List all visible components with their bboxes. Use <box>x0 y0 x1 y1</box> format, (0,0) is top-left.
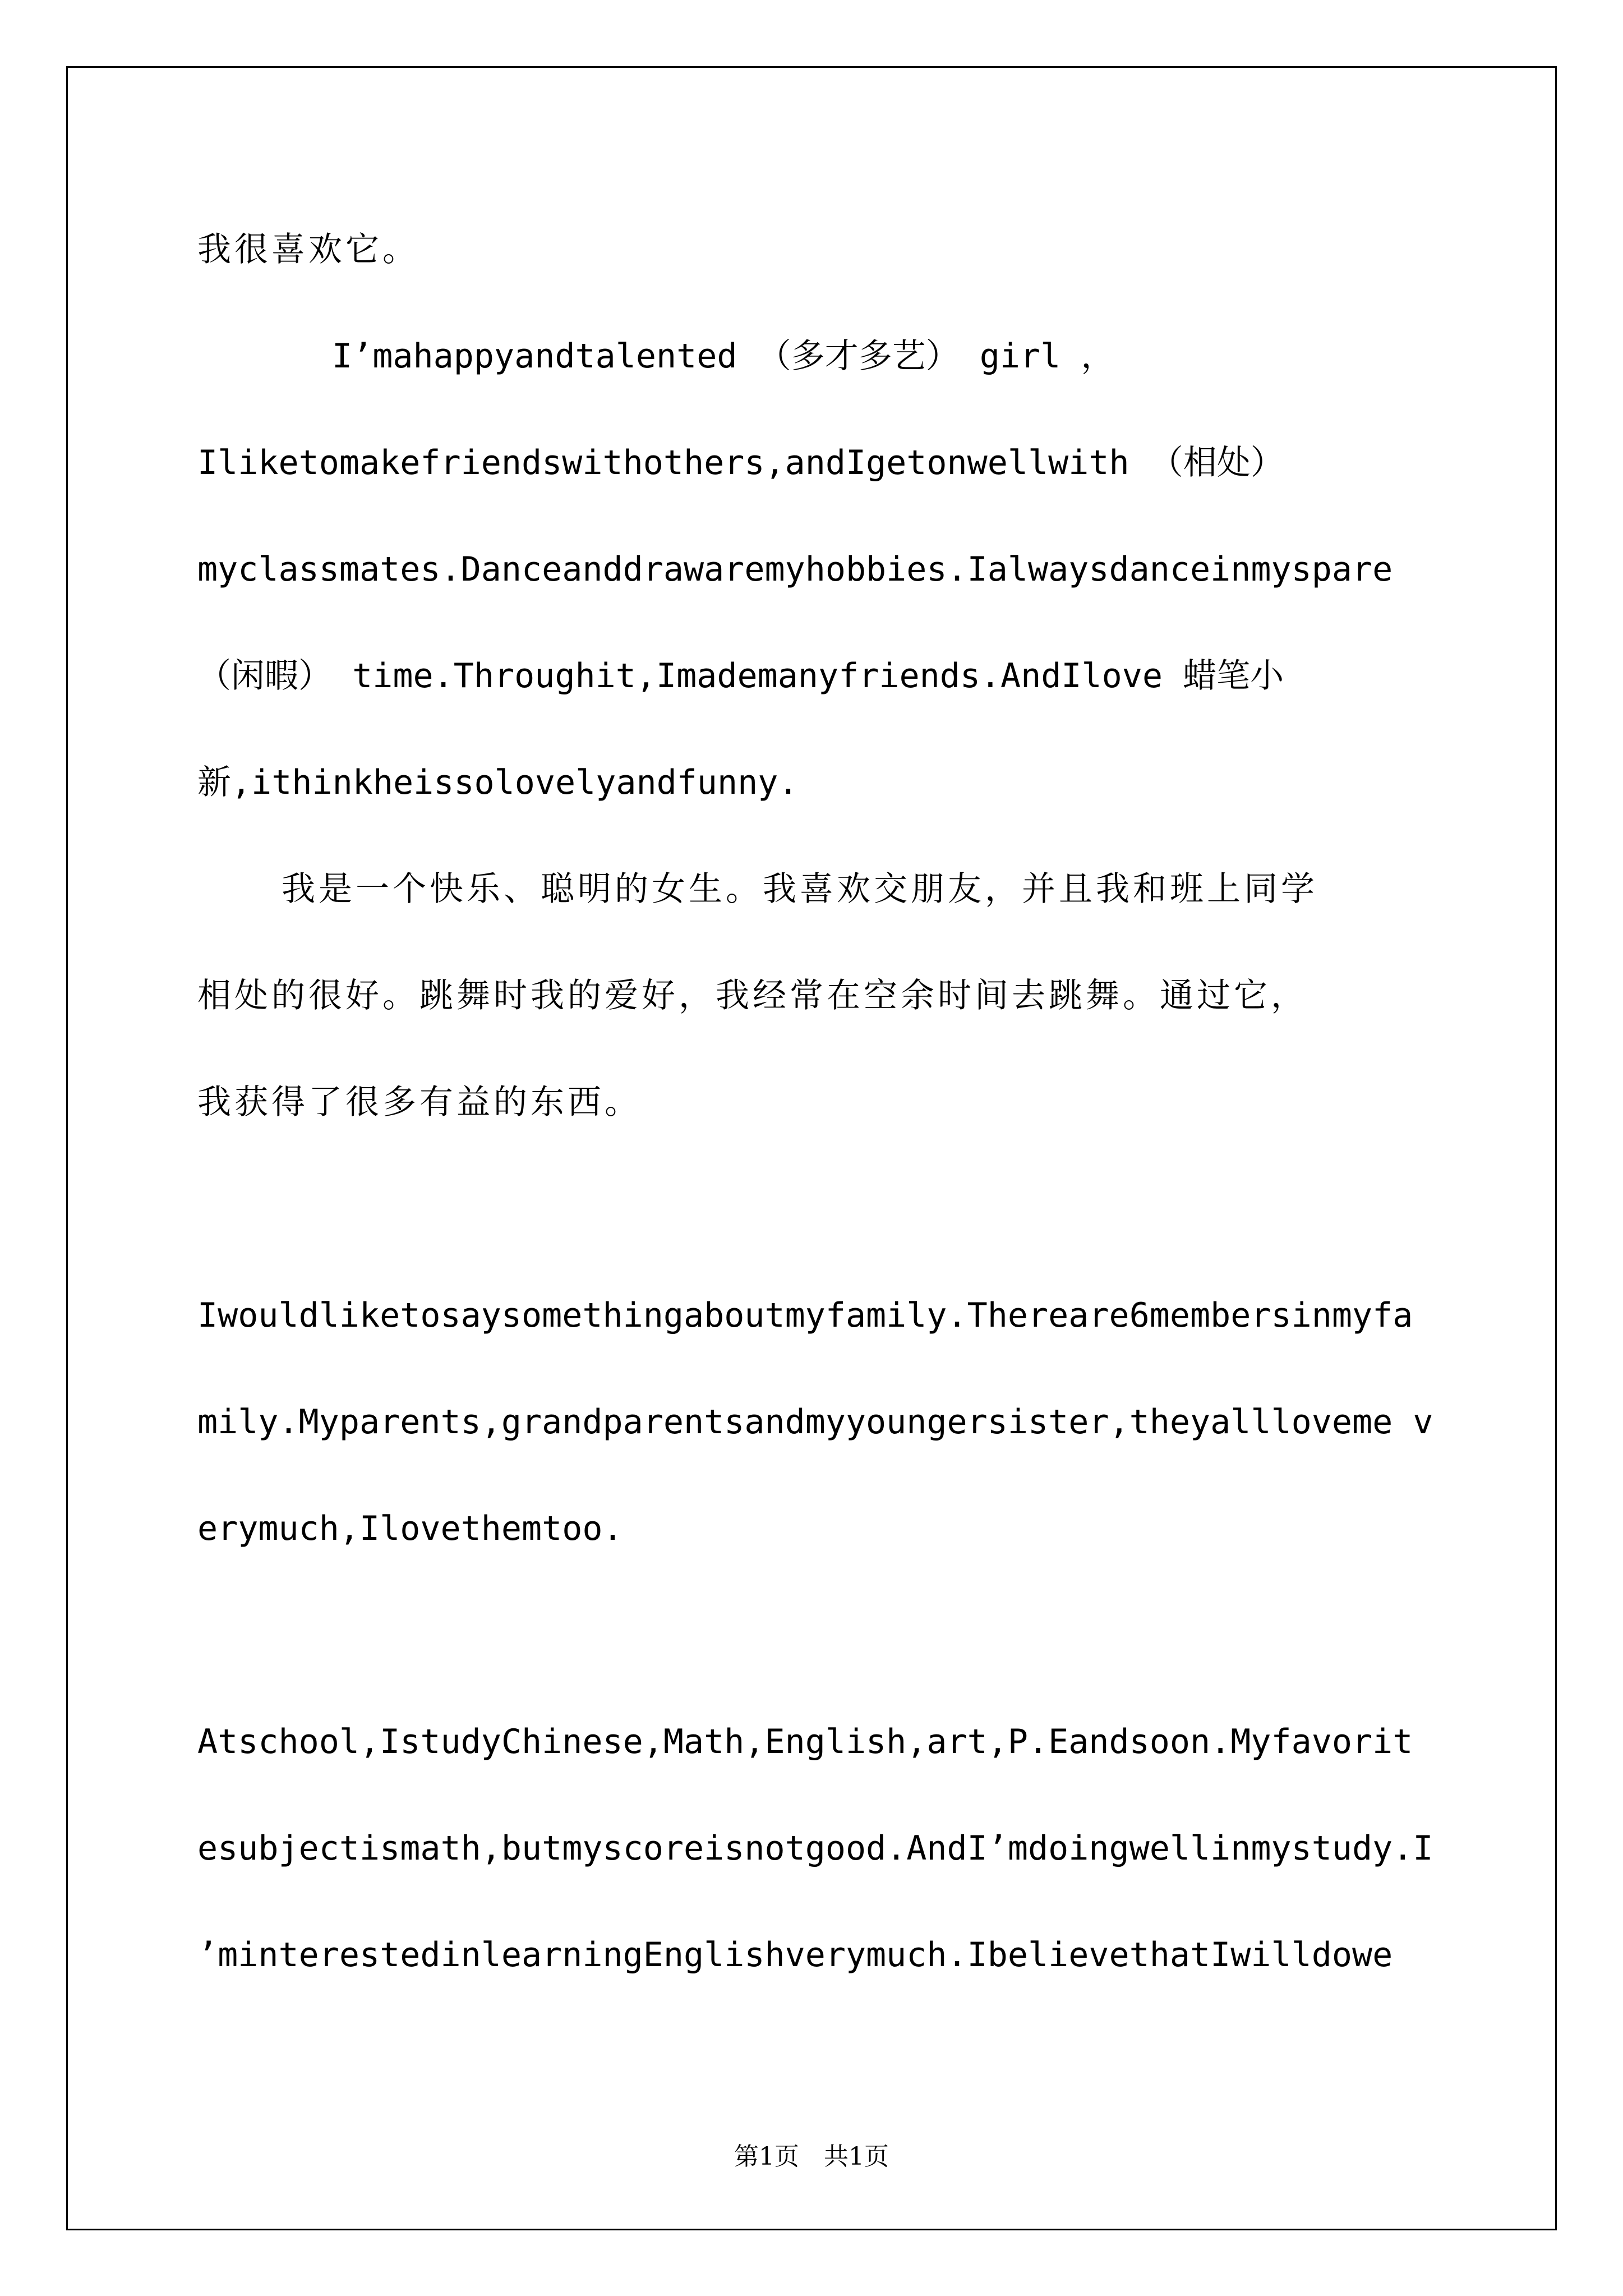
text-line-12: erymuch,Ilovethemtoo. <box>197 1509 623 1548</box>
text-line-13: Atschool,IstudyChinese,Math,English,art,P.Eandsoon.Myfavorit <box>197 1722 1413 1761</box>
text-line-5: （闲暇） time.Throughit,Imademanyfriends.AndIlove 蜡笔小 <box>197 656 1284 696</box>
text-line-1: 我很喜欢它。 <box>197 230 419 269</box>
page-footer: 第1页 共1页 <box>734 2142 889 2171</box>
text-line-14: esubjectismath,butmyscoreisnotgood.AndI’mdoingwellinmystudy.I <box>197 1829 1433 1868</box>
text-line-8: 相处的很好。跳舞时我的爱好，我经常在空余时间去跳舞。通过它， <box>197 976 1308 1015</box>
text-line-15: ’minterestedinlearningEnglishverymuch.IbelievethatIwilldowe <box>197 1935 1393 1975</box>
text-line-11: mily.Myparents,grandparentsandmyyoungersister,theyallloveme v <box>197 1402 1433 1442</box>
text-line-7: 我是一个快乐、聪明的女生。我喜欢交朋友，并且我和班上同学 <box>282 869 1318 909</box>
text-line-10: Iwouldliketosaysomethingaboutmyfamily.Thereare6membersinmyfa <box>197 1296 1413 1335</box>
page-border <box>66 66 1557 2230</box>
text-line-2: I’mahappyandtalented （多才多艺） girl ， <box>332 337 1115 376</box>
text-line-6: 新,ithinkheissolovelyandfunny. <box>197 763 799 802</box>
text-line-3: Iliketomakefriendswithothers,andIgetonwellwith （相处） <box>197 443 1284 482</box>
text-line-4: myclassmates.Danceanddrawaremyhobbies.Ialwaysdanceinmyspare <box>197 550 1393 589</box>
text-line-9: 我获得了很多有益的东西。 <box>197 1083 642 1122</box>
